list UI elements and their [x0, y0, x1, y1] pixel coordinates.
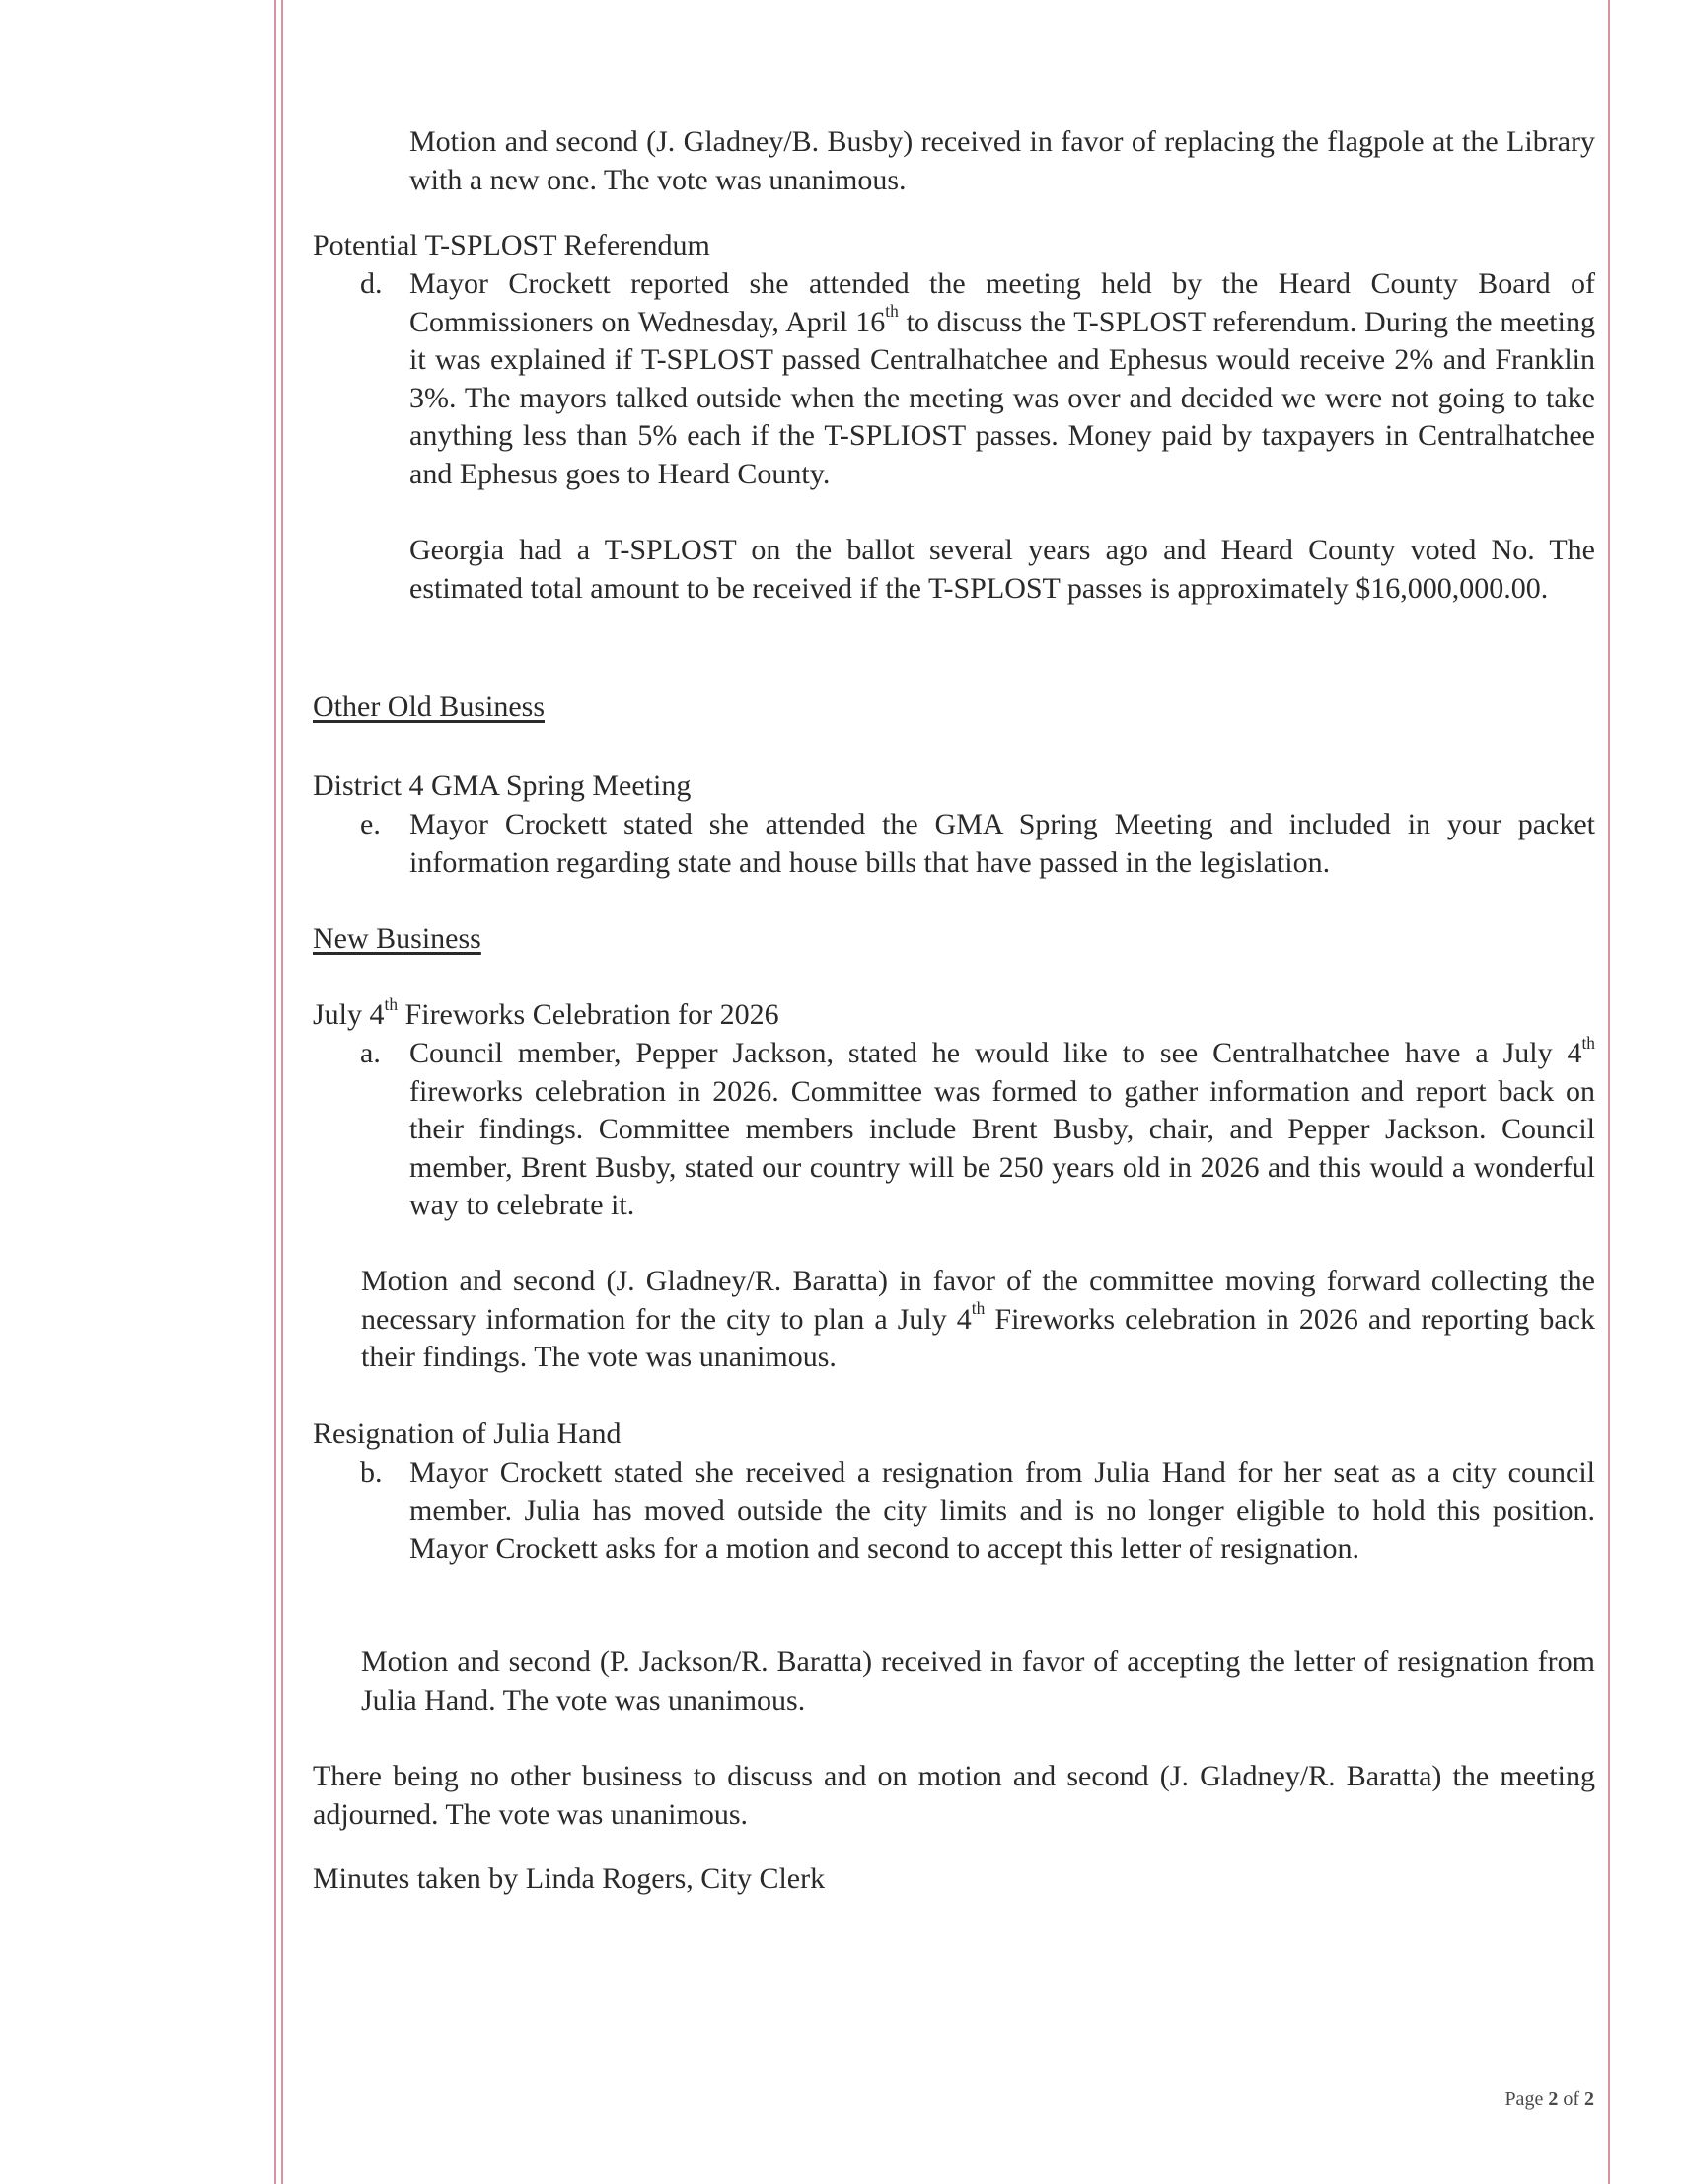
flagpole-motion-paragraph: Motion and second (J. Gladney/B. Busby) received in favor of replacing the flagpole at the Library with a new one. The vote was unanimous.	[409, 125, 1595, 196]
july-heading-text-2: Fireworks Celebration for 2026	[398, 998, 779, 1031]
item-a-sup: th	[1581, 1032, 1595, 1053]
footer-page-number: 2	[1548, 2088, 1559, 2110]
item-d-sup: th	[885, 301, 899, 322]
item-d-paragraph	[409, 265, 1595, 493]
item-a-paragraph	[409, 1032, 1595, 1225]
page-number-footer	[1504, 2088, 1594, 2111]
item-e-marker: e.	[360, 808, 381, 840]
item-b-marker: b.	[360, 1456, 383, 1489]
new-business-heading: New Business	[313, 922, 481, 955]
fireworks-motion-sup: th	[971, 1298, 986, 1319]
resignation-motion-paragraph: Motion and second (P. Jackson/R. Baratta) received in favor of accepting the letter of resignation from Julia Hand. The vote was unanimous.	[361, 1645, 1595, 1716]
july-fireworks-heading	[313, 993, 1595, 1035]
tsplost-heading: Potential T-SPLOST Referendum	[313, 229, 710, 261]
footer-page-total: 2	[1584, 2088, 1594, 2110]
item-e-paragraph: Mayor Crockett stated she attended the GMA Spring Meeting and included in your packet information regarding state and house bills that have passed in the legislation.	[409, 808, 1595, 879]
item-a-text-1: Council member, Pepper Jackson, stated he would like to see Centralhatchee have a July 4	[409, 1037, 1582, 1069]
resignation-heading: Resignation of Julia Hand	[313, 1418, 622, 1450]
footer-page-label: Page	[1504, 2088, 1549, 2110]
item-b-paragraph: Mayor Crockett stated she received a resignation from Julia Hand for her seat as a city council member. Julia has moved outside the city limits and is no longer eligible to hold this position. Mayor Crockett asks for a motion and second to accept this letter of resignation.	[409, 1456, 1595, 1565]
item-d-text-1: Mayor Crockett reported she attended the meeting held by the Heard County Board of Commissioners on Wednesday, April 16	[409, 267, 1595, 338]
fireworks-motion-paragraph	[361, 1263, 1595, 1377]
fireworks-motion-text-1: Motion and second (J. Gladney/R. Baratta) in favor of the committee moving forward collecting the necessary information for the city to plan a July 4	[361, 1265, 1595, 1336]
georgia-tsplost-paragraph: Georgia had a T-SPLOST on the ballot several years ago and Heard County voted No. The estimated total amount to be received if the T-SPLOST passes is approximately $16,000,000.00.	[409, 534, 1595, 605]
item-d-text-2: to discuss the T-SPLOST referendum. During the meeting it was explained if T-SPLOST passed Centralhatchee and Ephesus would receive 2% and Franklin 3%. The mayors talked outside when the meeting was over and decided we were not going to take anything less than 5% each if the T-SPLIOST passes. Money paid by taxpayers in Centralhatchee and Ephesus goes to Heard County.	[409, 305, 1595, 490]
july-heading-sup: th	[384, 993, 399, 1014]
minutes-taken-by: Minutes taken by Linda Rogers, City Clerk	[313, 1862, 826, 1895]
other-old-business-heading: Other Old Business	[313, 691, 545, 723]
item-a-text-2: fireworks celebration in 2026. Committee was formed to gather information and report back on their findings. Committee members include Brent Busby, chair, and Pepper Jackson. Council member, Brent Busby, stated our country will be 250 years old in 2026 and this would a wonderful way to celebrate it.	[409, 1074, 1595, 1221]
july-heading-text-1: July 4	[313, 998, 385, 1031]
item-d-marker: d.	[360, 267, 383, 300]
footer-of-label: of	[1558, 2088, 1584, 2110]
adjournment-paragraph: There being no other business to discuss and on motion and second (J. Gladney/R. Baratta) the meeting adjourned. The vote was unanimous.	[313, 1760, 1595, 1831]
gma-meeting-heading: District 4 GMA Spring Meeting	[313, 769, 692, 802]
item-a-marker: a.	[360, 1037, 381, 1069]
fireworks-motion-text-2: Fireworks celebration in 2026 and reporting back their findings. The vote was unanimous.	[361, 1302, 1595, 1373]
